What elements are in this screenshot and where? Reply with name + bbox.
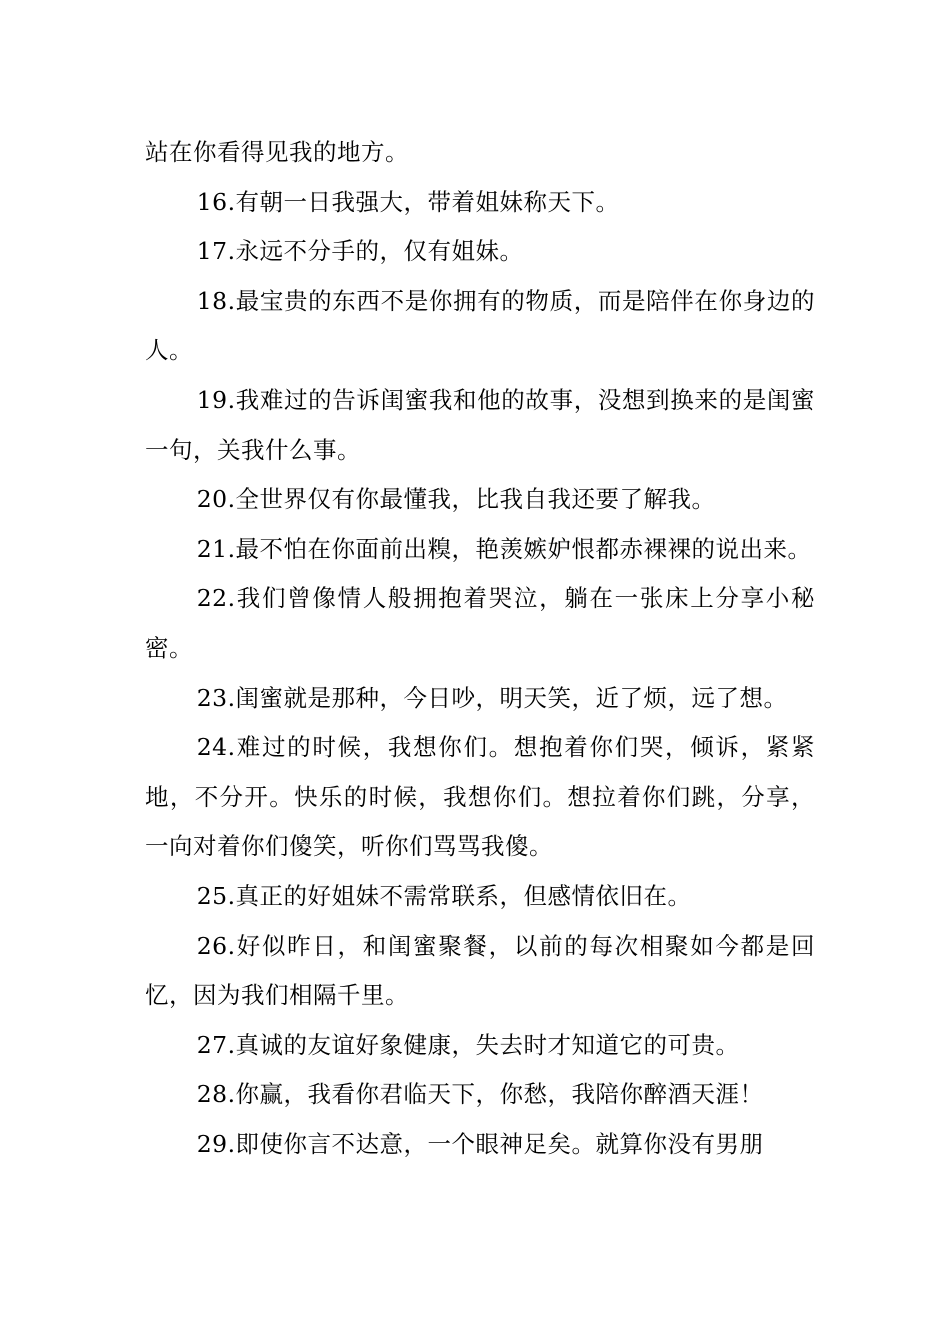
paragraph: 24.难过的时候，我想你们。想抱着你们哭，倾诉，紧紧地，不分开。快乐的时候，我想你们。想拉着你们跳，分享，一向对着你们傻笑，听你们骂骂我傻。 — [145, 733, 815, 861]
body-text — [145, 128, 815, 1169]
paragraph: 25.真正的好姐妹不需常联系，但感情依旧在。 — [196, 881, 692, 910]
paragraph: 23.闺蜜就是那种，今日吵，明天笑，近了烦，远了想。 — [196, 683, 788, 712]
paragraph: 27.真诚的友谊好象健康，失去时才知道它的可贵。 — [196, 1030, 740, 1059]
paragraph: 16.有朝一日我强大，带着姐妹称天下。 — [196, 187, 620, 216]
paragraph: 18.最宝贵的东西不是你拥有的物质，而是陪伴在你身边的人。 — [145, 286, 815, 365]
paragraph: 19.我难过的告诉闺蜜我和他的故事，没想到换来的是闺蜜一句，关我什么事。 — [145, 385, 815, 464]
paragraph: 17.永远不分手的，仅有姐妹。 — [196, 237, 524, 266]
paragraph: 28.你赢，我看你君临天下，你愁，我陪你醉酒天涯！ — [196, 1080, 764, 1109]
paragraph: 21.最不怕在你面前出糗，艳羡嫉妒恨都赤裸裸的说出来。 — [196, 534, 812, 563]
paragraph: 20.全世界仅有你最懂我，比我自我还要了解我。 — [196, 485, 716, 514]
paragraph: 站在你看得见我的地方。 — [145, 138, 409, 166]
paragraph: 26.好似昨日，和闺蜜聚餐，以前的每次相聚如今都是回忆，因为我们相隔千里。 — [145, 931, 815, 1010]
paragraph: 22.我们曾像情人般拥抱着哭泣，躺在一张床上分享小秘密。 — [145, 584, 815, 662]
paragraph: 29.即使你言不达意，一个眼神足矣。就算你没有男朋 — [196, 1129, 764, 1158]
